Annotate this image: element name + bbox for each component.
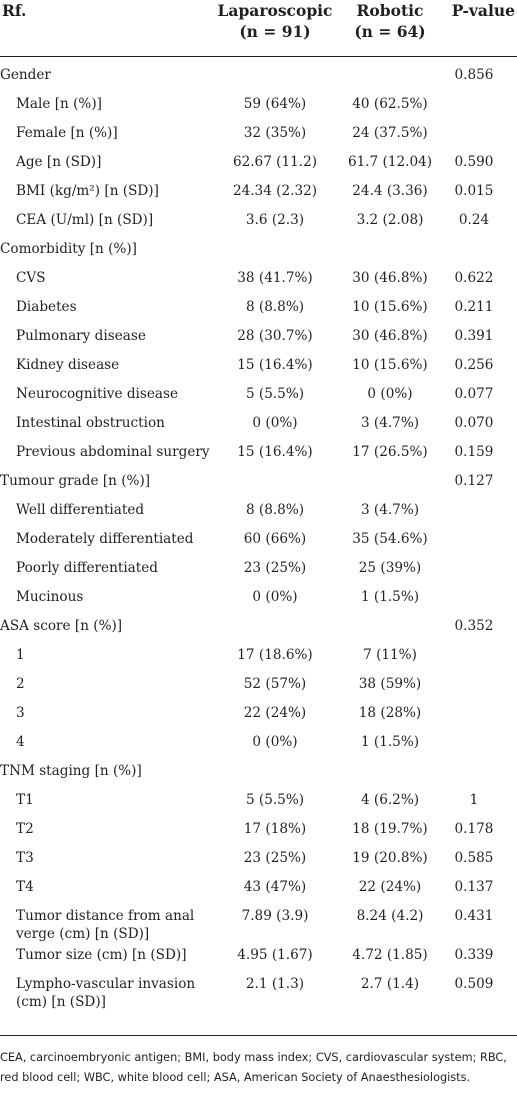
cell-robotic: 3 (4.7%) [360,502,420,518]
cell-robotic: 24.4 (3.36) [352,183,428,199]
cell-robotic: 0 (0%) [367,386,413,402]
cell-robotic: 19 (20.8%) [352,850,428,866]
cell-p-value: 0.211 [454,299,494,315]
cell-robotic: 30 (46.8%) [352,328,428,344]
cell-robotic: 61.7 (12.04) [347,154,433,170]
cell-robotic: 18 (19.7%) [352,821,428,837]
row-label: Pulmonary disease [16,328,146,344]
cell-p-value: 0.339 [454,947,494,963]
cell-laparoscopic: 2.1 (1.3) [245,976,305,992]
row-label: Gender [0,67,51,83]
row-label: Previous abdominal surgery [16,444,210,460]
cell-laparoscopic: 17 (18.6%) [237,647,313,663]
row-label: T3 [16,850,34,866]
cell-robotic: 24 (37.5%) [352,125,428,141]
cell-laparoscopic: 3.6 (2.3) [245,212,305,228]
row-label: 1 [16,647,25,663]
row-label: 4 [16,734,25,750]
cell-p-value: 0.622 [454,270,494,286]
row-label: Male [n (%)] [16,96,102,112]
header-p-value: P-value [451,1,515,20]
table-header [0,0,517,58]
cell-p-value: 0.015 [454,183,494,199]
cell-laparoscopic: 28 (30.7%) [237,328,313,344]
cell-robotic: 1 (1.5%) [360,589,420,605]
cell-robotic: 7 (11%) [363,647,417,663]
row-label: Diabetes [16,299,77,315]
cell-robotic: 40 (62.5%) [352,96,428,112]
row-label: BMI (kg/m²) [n (SD)] [16,183,159,199]
cell-laparoscopic: 5 (5.5%) [245,792,305,808]
header-robotic-title: Robotic [356,1,424,20]
row-label: Lympho-vascular invasion (cm) [n (SD)] [16,976,196,1010]
row-label: CVS [16,270,46,286]
cell-robotic: 8.24 (4.2) [356,908,424,924]
row-label: Comorbidity [n (%)] [0,241,137,257]
cell-p-value: 0.256 [454,357,494,373]
row-label: Tumor distance from anal verge (cm) [n (SD)] [16,908,195,942]
row-label: Age [n (SD)] [16,154,102,170]
cell-laparoscopic: 7.89 (3.9) [241,908,309,924]
cell-laparoscopic: 32 (35%) [243,125,307,141]
cell-robotic: 25 (39%) [358,560,422,576]
cell-laparoscopic: 15 (16.4%) [237,444,313,460]
cell-p-value: 0.391 [454,328,494,344]
row-label: T2 [16,821,34,837]
row-label: TNM staging [n (%)] [0,763,142,779]
cell-robotic: 2.7 (1.4) [360,976,420,992]
row-label: Female [n (%)] [16,125,118,141]
cell-laparoscopic: 0 (0%) [252,589,298,605]
cell-robotic: 17 (26.5%) [352,444,428,460]
cell-p-value: 0.24 [458,212,490,228]
cell-p-value: 0.159 [454,444,494,460]
cell-p-value: 0.431 [454,908,494,924]
header-risk-factor: Rf. [2,1,27,20]
cell-laparoscopic: 4.95 (1.67) [237,947,313,963]
cell-p-value: 0.077 [454,386,494,402]
cell-laparoscopic: 60 (66%) [243,531,307,547]
cell-laparoscopic: 38 (41.7%) [237,270,313,286]
row-label: T4 [16,879,34,895]
cell-laparoscopic: 17 (18%) [243,821,307,837]
cell-p-value: 0.509 [454,976,494,992]
row-label: ASA score [n (%)] [0,618,123,634]
cell-laparoscopic: 62.67 (11.2) [232,154,318,170]
table-footnote: CEA, carcinoembryonic antigen; BMI, body mass index; CVS, cardiovascular system; RBC, red blood cell; WBC, white blood cell; ASA, American Society of Anaesthesiologists. [0,1051,507,1084]
header-laparoscopic-title: Laparoscopic [217,1,333,20]
cell-p-value: 0.070 [454,415,494,431]
cell-robotic: 4 (6.2%) [360,792,420,808]
row-label: 2 [16,676,25,692]
cell-laparoscopic: 59 (64%) [243,96,307,112]
cell-robotic: 22 (24%) [358,879,422,895]
cell-p-value: 0.127 [454,473,494,489]
header-laparoscopic-n: (n = 91) [239,22,311,41]
cell-laparoscopic: 23 (25%) [243,850,307,866]
row-label: Intestinal obstruction [16,415,165,431]
cell-laparoscopic: 15 (16.4%) [237,357,313,373]
row-label: Well differentiated [16,502,145,518]
cell-p-value: 1 [469,792,479,808]
cell-laparoscopic: 24.34 (2.32) [232,183,318,199]
cell-laparoscopic: 0 (0%) [252,734,298,750]
cell-robotic: 18 (28%) [358,705,422,721]
row-label: Tumour grade [n (%)] [0,473,151,489]
cell-laparoscopic: 0 (0%) [252,415,298,431]
cell-p-value: 0.585 [454,850,494,866]
table-bottom-rule [0,1035,517,1036]
cell-p-value: 0.352 [454,618,494,634]
row-label: CEA (U/ml) [n (SD)] [16,212,154,228]
cell-laparoscopic: 52 (57%) [243,676,307,692]
cell-p-value: 0.137 [454,879,494,895]
cell-p-value: 0.590 [454,154,494,170]
cell-robotic: 30 (46.8%) [352,270,428,286]
cell-robotic: 4.72 (1.85) [352,947,428,963]
cell-laparoscopic: 8 (8.8%) [245,502,305,518]
cell-robotic: 3 (4.7%) [360,415,420,431]
cell-laparoscopic: 5 (5.5%) [245,386,305,402]
header-laparoscopic [210,0,340,42]
cell-robotic: 3.2 (2.08) [356,212,424,228]
cell-robotic: 35 (54.6%) [352,531,428,547]
cell-laparoscopic: 22 (24%) [243,705,307,721]
cell-p-value: 0.856 [454,67,494,83]
cell-robotic: 1 (1.5%) [360,734,420,750]
cell-p-value: 0.178 [454,821,494,837]
cell-robotic: 38 (59%) [358,676,422,692]
row-label: Poorly differentiated [16,560,158,576]
row-label: T1 [16,792,34,808]
row-label: Kidney disease [16,357,120,373]
cell-robotic: 10 (15.6%) [352,299,428,315]
cell-robotic: 10 (15.6%) [352,357,428,373]
row-label: Tumor size (cm) [n (SD)] [16,947,187,963]
cell-laparoscopic: 23 (25%) [243,560,307,576]
header-robotic-n: (n = 64) [354,22,426,41]
row-label: Moderately differentiated [16,531,194,547]
header-rule [0,56,517,57]
header-robotic [345,0,435,42]
row-label: Neurocognitive disease [16,386,179,402]
row-label: 3 [16,705,25,721]
cell-laparoscopic: 43 (47%) [243,879,307,895]
row-label: Mucinous [16,589,84,605]
cell-laparoscopic: 8 (8.8%) [245,299,305,315]
